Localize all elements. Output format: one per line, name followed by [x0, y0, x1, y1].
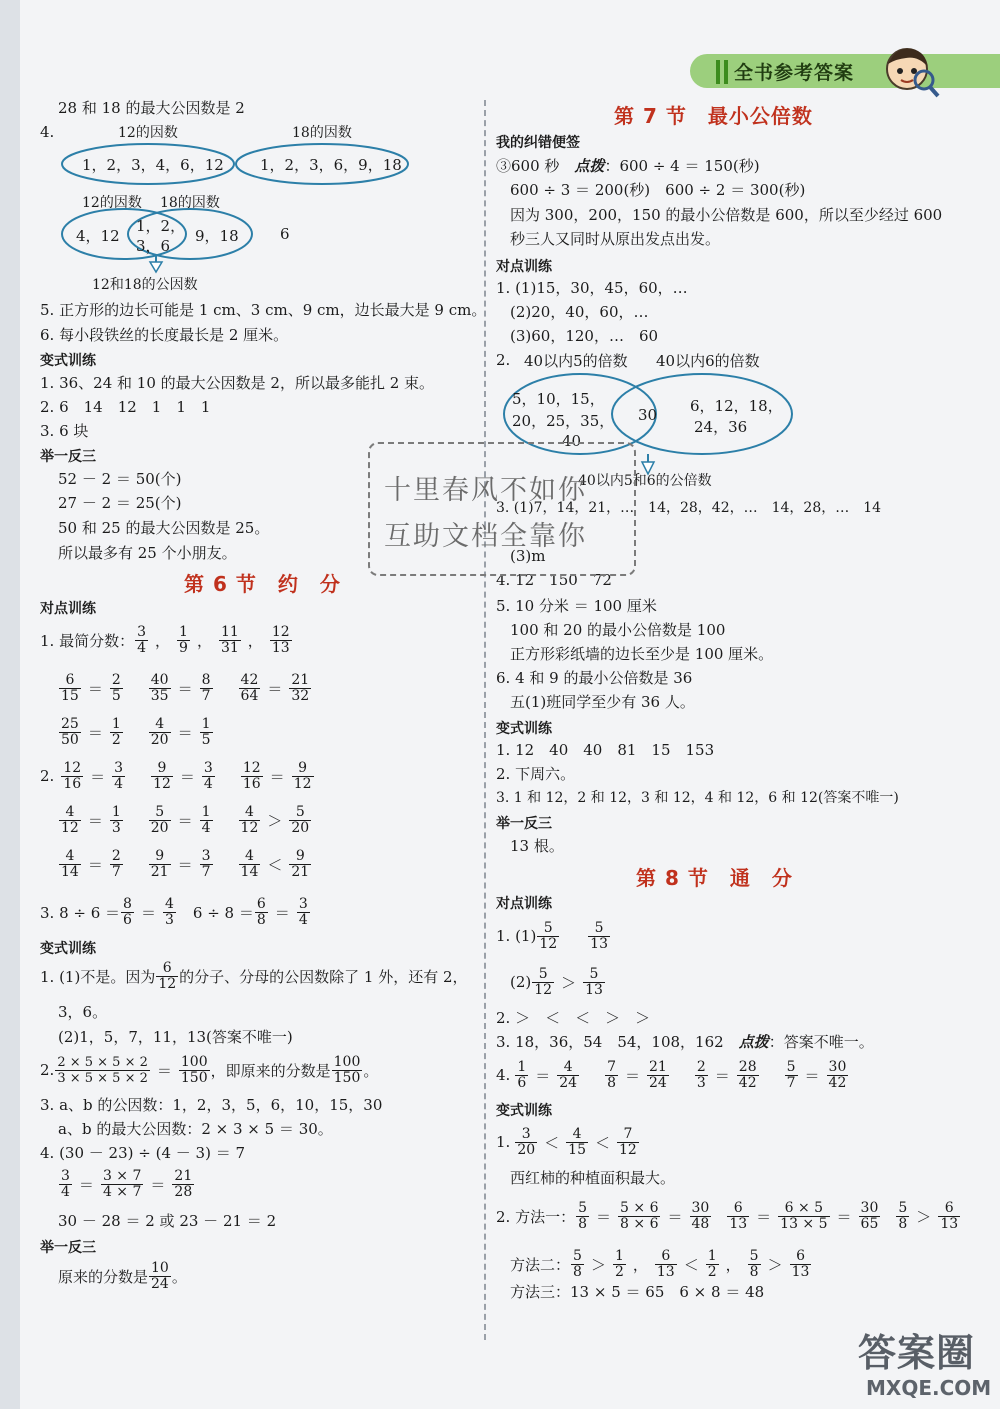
page-header	[690, 44, 1000, 98]
practice8-5	[496, 1055, 849, 1095]
practice7-3: (3)60，120，… 60	[510, 327, 659, 345]
hint-tag-2: 点拨	[738, 1033, 769, 1051]
subheading-practice-6: 对点训练	[40, 601, 96, 617]
fraction: $\frac{5}{12}$	[539, 919, 558, 952]
fraction: $\frac{5}{7}$	[786, 1058, 796, 1091]
fraction: $\frac{5}{20}$	[150, 803, 169, 836]
fraction: $\frac{1}{2}$	[111, 715, 121, 748]
venn2-common-1: 1，2，	[136, 217, 186, 235]
fraction: $\frac{4}{3}$	[164, 895, 174, 928]
fraction: $\frac{4}{12}$	[240, 803, 259, 836]
fraction: $\frac{30}{48}$	[691, 1199, 710, 1232]
variant6-4-a: 4. (30 － 23) ÷ (4 － 3) ＝ 7	[40, 1144, 246, 1162]
fraction: $\frac{5}{8}$	[573, 1247, 582, 1280]
variant8-1	[496, 1122, 640, 1162]
fraction: $\frac{6}{13}$	[791, 1247, 810, 1280]
venn1-label-a: 12的因数	[118, 125, 178, 141]
operator: ＝	[836, 1207, 852, 1226]
operator: ，	[632, 1255, 648, 1274]
fraction: $\frac{4}{15}$	[568, 1125, 586, 1158]
operator: ＝	[78, 1175, 94, 1194]
fraction: $\frac{6}{13}$	[729, 1199, 748, 1232]
subheading-practice-8: 对点训练	[496, 896, 552, 912]
fraction: $\frac{9}{21}$	[291, 847, 310, 880]
s6-row-3	[58, 712, 214, 752]
subheading-variant-3: 变式训练	[496, 721, 552, 737]
variant7-1: 1. 12 40 40 81 15 153	[496, 741, 715, 759]
operator: ＝	[87, 723, 103, 742]
practice8-2-prefix: (2)	[510, 973, 532, 991]
fraction: $\frac{3 \times 7}{4 \times 7}$	[102, 1167, 142, 1200]
fraction: $\frac{4}{12}$	[61, 803, 79, 836]
fraction: $\frac{1}{2}$	[707, 1247, 717, 1280]
variant6-2-end: 。	[363, 1061, 379, 1080]
watermark-logo	[852, 1320, 1000, 1409]
fraction: $\frac{5}{13}$	[585, 965, 603, 998]
variant-2: 2. 6 14 12 1 1 1	[40, 398, 211, 416]
column-divider	[484, 100, 486, 1340]
operator: ＝	[756, 1207, 772, 1226]
variant6-1-fraction: $\frac{6}{12}$	[158, 959, 177, 992]
variant6-1-b: 的分子、分母的公因数除了 1 外，还有 2，	[179, 967, 468, 986]
fraction: $\frac{4}{20}$	[150, 715, 169, 748]
variant8-2-method1	[496, 1196, 961, 1236]
variant6-1-a: 1. (1)不是。因为	[40, 967, 156, 986]
s6-row-6-fractions	[58, 849, 312, 880]
fraction: $\frac{3}{20}$	[517, 1125, 536, 1158]
practice7-11: 6. 4 和 9 的最小公倍数是 36	[496, 669, 693, 687]
operator: ＝	[804, 1066, 820, 1085]
fraction: $\frac{28}{42}$	[738, 1058, 757, 1091]
operator: ＝	[177, 811, 193, 830]
fraction: $\frac{5}{13}$	[590, 919, 608, 952]
stamp-line-1: 十里春风不如你	[384, 475, 587, 506]
fraction: $\frac{1}{2}$	[614, 1247, 624, 1280]
operator: ＜	[267, 855, 283, 874]
method2-prefix: 方法二：	[510, 1255, 571, 1274]
venn2-common-2: 3，6	[136, 237, 171, 255]
practice7-5: 3. (1)7，14，21，… 14，28，42，… 14，28，… 14	[496, 500, 882, 516]
extend6-1-fraction: $\frac{10}{24}$	[151, 1259, 169, 1292]
fraction: $\frac{1}{9}$	[179, 623, 188, 656]
variant6-2-mid: ，即原来的分数是	[210, 1061, 331, 1080]
share-stamp	[368, 442, 636, 576]
stamp-line-2: 互助文档全靠你	[384, 521, 587, 552]
venn3-a1: 5，10，15，	[512, 390, 605, 408]
fraction: $\frac{42}{64}$	[240, 671, 259, 704]
correction-line-3: 因为 300，200，150 的最小公倍数是 600，所以至少经过 600	[510, 206, 943, 224]
venn2-only-a: 4，12	[76, 227, 120, 245]
variant6-2-fraction-3: $\frac{100}{150}$	[333, 1053, 361, 1086]
operator: ＞	[590, 1255, 606, 1274]
extend-line-1: 52 － 2 ＝ 50(个)	[58, 470, 182, 488]
fraction: $\frac{5}{8}$	[578, 1199, 588, 1232]
extend6-1-a: 原来的分数是	[58, 1267, 149, 1286]
practice8-1	[496, 916, 611, 956]
operator: ＝	[179, 767, 195, 786]
variant8-1-note: 西红柿的种植面积最大。	[510, 1169, 676, 1187]
operator: ＞	[767, 1255, 783, 1274]
fraction: $\frac{12}{13}$	[271, 623, 290, 656]
operator: ＝	[535, 1066, 551, 1085]
practice7-1: 1. (1)15，30，45，60，…	[496, 279, 688, 297]
left-line-1: 28 和 18 的最大公因数是 2	[58, 99, 245, 117]
s6-row-6	[58, 844, 312, 884]
fraction: $\frac{5}{20}$	[291, 803, 310, 836]
s6-row-1	[40, 620, 293, 660]
fraction: $\frac{11}{31}$	[220, 623, 239, 656]
variant6-3-a: 3. a、b 的公因数：1，2，3，5，6，10，15，30	[40, 1096, 383, 1114]
variant6-2	[40, 1050, 378, 1090]
mascot-magnifier-icon	[882, 44, 940, 98]
extend-line-2: 27 － 2 ＝ 25(个)	[58, 494, 182, 512]
correction-line-2: 600 ÷ 3 ＝ 200(秒) 600 ÷ 2 ＝ 300(秒)	[510, 181, 806, 199]
variant6-2-prefix: 2.	[40, 1061, 55, 1079]
variant-3: 3. 6 块	[40, 422, 89, 440]
header-bars-icon	[716, 60, 730, 84]
operator: ＞	[916, 1207, 932, 1226]
section-6-title: 第 6 节 约 分	[184, 572, 341, 596]
practice7-12: 五(1)班同学至少有 36 人。	[510, 693, 695, 711]
practice8-3: 2. ＞ ＜ ＜ ＞ ＞	[496, 1009, 651, 1027]
extend-line-3: 50 和 25 的最大公因数是 25。	[58, 519, 270, 537]
venn2-only-b: 9，18	[195, 227, 239, 245]
fraction: $\frac{4}{24}$	[559, 1058, 578, 1091]
question-6: 6. 每小段铁丝的长度最长是 2 厘米。	[40, 326, 289, 344]
practice8-4: 3. 18，36，54 54，108，162 点拨：答案不唯一。	[496, 1033, 874, 1051]
variant7-2: 2. 下周六。	[496, 765, 576, 783]
s6-row-7	[40, 892, 311, 932]
s6-row-4	[40, 756, 315, 796]
venn3-b2: 24，36	[694, 418, 748, 436]
fraction: $\frac{8}{7}$	[201, 671, 211, 704]
variant8-2-method3: 方法三：13 × 5 ＝ 65 6 × 8 ＝ 48	[510, 1283, 765, 1301]
variant7-3: 3. 1 和 12，2 和 12，3 和 12，4 和 12，6 和 12(答案不唯一)	[496, 790, 899, 806]
correction-line-1: ③600 秒 点拨：600 ÷ 4 ＝ 150(秒)	[496, 157, 760, 175]
s6-row-1-prefix: 1. 最简分数：	[40, 631, 135, 650]
s6-row-2-fractions	[58, 673, 312, 704]
operator: ＝	[90, 767, 106, 786]
variant6-4-c: 30 － 28 ＝ 2 或 23 － 21 ＝ 2	[58, 1212, 277, 1230]
fraction: $\frac{21}{28}$	[174, 1167, 193, 1200]
venn1-set-a: 1，2，3，4，6，12	[82, 156, 224, 174]
extend6-1-b: 。	[171, 1267, 187, 1286]
s6-row-4-fractions	[60, 761, 314, 792]
s6-row-5-fractions	[58, 805, 312, 836]
fraction: $\frac{3}{4}$	[61, 1167, 70, 1200]
method1-prefix: 2. 方法一：	[496, 1207, 576, 1226]
variant6-1-c: 3，6。	[58, 1003, 108, 1021]
operator: ＝	[667, 1207, 683, 1226]
practice8-5-prefix: 4.	[496, 1066, 511, 1084]
variant6-4-fractions	[58, 1169, 195, 1200]
fraction: $\frac{5}{12}$	[534, 965, 553, 998]
practice7-4-number: 2.	[496, 351, 511, 369]
variant8-1-prefix: 1.	[496, 1133, 511, 1151]
variant6-2-fraction-2: $\frac{100}{150}$	[180, 1053, 208, 1086]
venn3-common: 30	[638, 406, 658, 424]
subheading-extend-3: 举一反三	[496, 816, 552, 832]
operator: ＜	[683, 1255, 699, 1274]
venn1-label-b: 18的因数	[292, 125, 352, 141]
hint-tag-1: 点拨	[574, 157, 605, 175]
fraction: $\frac{8}{6}$	[123, 895, 132, 928]
subheading-variant-2: 变式训练	[40, 941, 96, 957]
question-5: 5. 正方形的边长可能是 1 cm、3 cm、9 cm，边长最大是 9 cm。	[40, 301, 487, 319]
fraction: $\frac{3}{4}$	[137, 623, 147, 656]
subheading-corrections: 我的纠错便签	[496, 135, 580, 151]
s6-row-2	[58, 668, 312, 708]
fraction: $\frac{30}{65}$	[860, 1199, 879, 1232]
operator: ＝	[177, 723, 193, 742]
fraction: $\frac{6 \times 5}{13 \times 5}$	[780, 1199, 828, 1232]
operator: ，	[155, 631, 171, 650]
operator: ＝	[87, 679, 103, 698]
fraction: $\frac{5}{8}$	[898, 1199, 908, 1232]
variant8-2-method2	[510, 1244, 812, 1284]
variant8-1-fractions	[514, 1127, 640, 1158]
operator: ＝	[87, 811, 103, 830]
venn3-a3: 40	[562, 432, 582, 450]
fraction: $\frac{5}{8}$	[749, 1247, 759, 1280]
fraction: $\frac{4}{14}$	[61, 847, 79, 880]
operator: ＝	[267, 679, 283, 698]
fraction: $\frac{9}{12}$	[153, 759, 171, 792]
header-title: 全书参考答案	[734, 62, 855, 84]
section-7-title: 第 7 节 最小公倍数	[614, 104, 813, 128]
extend-line-4: 所以最多有 25 个小朋友。	[58, 544, 237, 562]
fraction: $\frac{3}{7}$	[201, 847, 211, 880]
practice7-9: 100 和 20 的最小公倍数是 100	[510, 621, 726, 639]
fraction: $\frac{2}{7}$	[111, 847, 121, 880]
subheading-extend-1: 举一反三	[40, 449, 96, 465]
fraction: $\frac{1}{3}$	[111, 803, 121, 836]
fraction: $\frac{40}{35}$	[150, 671, 169, 704]
question-4-number: 4.	[40, 123, 55, 141]
variant6-3-b: a、b 的最大公因数：2 × 3 × 5 ＝ 30。	[58, 1120, 333, 1138]
fraction: $\frac{21}{32}$	[291, 671, 310, 704]
fraction: $\frac{4}{14}$	[240, 847, 259, 880]
venn3-common-label: 40以内5和6的公倍数	[578, 473, 712, 489]
variant6-1	[40, 956, 468, 996]
fraction: $\frac{9}{21}$	[150, 847, 169, 880]
fraction: $\frac{6}{15}$	[61, 671, 79, 704]
fraction: $\frac{21}{24}$	[649, 1058, 667, 1091]
fraction: $\frac{1}{5}$	[201, 715, 211, 748]
fraction: $\frac{2}{3}$	[696, 1058, 706, 1091]
s6-row-7-mid: 6 ÷ 8 ＝	[192, 903, 254, 922]
practice8-2	[510, 962, 606, 1002]
venn3-b1: 6，12，18，	[690, 397, 783, 415]
s6-row-5	[58, 800, 312, 840]
operator: ＝	[714, 1066, 730, 1085]
operator: ＝	[150, 1175, 166, 1194]
venn3-a2: 20，25，35，	[512, 412, 615, 430]
venn2-label-b: 18的因数	[160, 195, 220, 211]
operator: ＝	[177, 855, 193, 874]
operator: ，	[247, 631, 263, 650]
operator: ＜	[594, 1133, 610, 1152]
operator	[566, 926, 581, 947]
fraction: $\frac{7}{12}$	[619, 1125, 637, 1158]
s6-row-4-prefix: 2.	[40, 767, 55, 785]
fraction: $\frac{12}{16}$	[242, 759, 261, 792]
venn2-label-a: 12的因数	[82, 195, 142, 211]
operator: ＝	[177, 679, 193, 698]
operator: ＝	[625, 1066, 641, 1085]
fraction: $\frac{30}{42}$	[828, 1058, 847, 1091]
operator: ＝	[274, 903, 290, 922]
fraction: $\frac{6}{13}$	[940, 1199, 959, 1232]
practice7-2: (2)20，40，60，…	[510, 303, 649, 321]
practice8-2-fractions	[531, 967, 606, 998]
practice7-7: 4. 12 150 72	[496, 571, 612, 589]
operator: ＝	[596, 1207, 612, 1226]
practice8-5-fractions	[514, 1060, 849, 1091]
variant6-4-b	[58, 1164, 195, 1204]
fraction: $\frac{2}{5}$	[111, 671, 121, 704]
venn3-label-b: 40以内6的倍数	[656, 352, 760, 370]
fraction: $\frac{25}{50}$	[61, 715, 79, 748]
fraction: $\frac{1}{6}$	[517, 1058, 527, 1091]
fraction: $\frac{9}{12}$	[293, 759, 312, 792]
subheading-practice-7: 对点训练	[496, 259, 552, 275]
fraction: $\frac{6}{8}$	[256, 895, 266, 928]
watermark-text: 答案圈	[858, 1331, 976, 1375]
extend6-1	[58, 1256, 187, 1296]
fraction: $\frac{3}{4}$	[203, 759, 213, 792]
s6-row-7-prefix: 3. 8 ÷ 6 ＝	[40, 903, 121, 922]
practice7-10: 正方形彩纸墙的边长至少是 100 厘米。	[510, 645, 774, 663]
fraction: $\frac{1}{4}$	[201, 803, 211, 836]
fraction: $\frac{3}{4}$	[114, 759, 124, 792]
operator: ＝	[269, 767, 285, 786]
operator: ＜	[544, 1133, 560, 1152]
watermark-url: MXQE.COM	[866, 1376, 992, 1400]
venn1-set-b: 1，2，3，6，9，18	[260, 156, 402, 174]
operator: ＞	[267, 811, 283, 830]
page-edge-shadow	[0, 0, 20, 1409]
subheading-variant-4: 变式训练	[496, 1103, 552, 1119]
practice7-8: 5. 10 分米 ＝ 100 厘米	[496, 597, 657, 615]
operator: ＝	[87, 855, 103, 874]
venn2-common-label: 12和18的公因数	[92, 277, 198, 293]
operator: ＝	[140, 903, 156, 922]
operator: ，	[725, 1255, 741, 1274]
correction-line-4: 秒三人又同时从原出发点出发。	[510, 230, 721, 248]
fraction: $\frac{7}{8}$	[607, 1058, 616, 1091]
venn2-answer: 6	[280, 225, 290, 243]
subheading-extend-2: 举一反三	[40, 1240, 96, 1256]
variant6-1-d: (2)1，5，7，11，13(答案不唯一)	[58, 1028, 293, 1046]
subheading-variant-1: 变式训练	[40, 353, 96, 369]
venn3-label-a: 40以内5的倍数	[524, 352, 628, 370]
practice7-6: (3)m	[510, 547, 546, 565]
fraction: $\frac{5 \times 6}{8 \times 6}$	[620, 1199, 659, 1232]
fraction: $\frac{12}{16}$	[63, 759, 82, 792]
extend7-1: 13 根。	[510, 837, 564, 855]
operator: ＞	[561, 973, 577, 992]
variant-1: 1. 36、24 和 10 的最大公因数是 2，所以最多能扎 2 束。	[40, 374, 435, 392]
practice8-1-prefix: 1. (1)	[496, 927, 537, 945]
fraction: $\frac{3}{4}$	[298, 895, 308, 928]
section-8-title: 第 8 节 通 分	[636, 866, 793, 890]
operator: ，	[196, 631, 212, 650]
fraction: $\frac{6}{13}$	[656, 1247, 675, 1280]
s6-row-3-fractions	[58, 717, 214, 748]
variant6-2-eq: ＝	[156, 1061, 172, 1080]
variant6-2-fraction-1: $\frac{2 \times 5 \times 5 \times 2}{3 \times 5 \times 5 \times 2}$	[57, 1054, 148, 1086]
